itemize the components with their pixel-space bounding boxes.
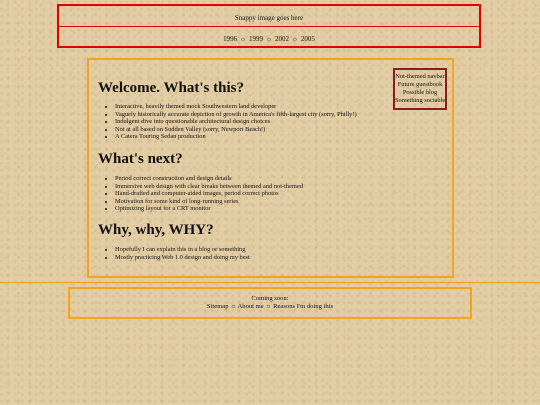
list-item: • A Catera Touring Sedan production (115, 133, 357, 141)
list-item: • Vaguely historically accurate depiction of growth in America's fifth-largest city (sorry, Philly!) (115, 111, 357, 119)
sidebar-item-guestbook[interactable]: Future guestbook (397, 81, 443, 88)
list-item: • Hand-drafted and computer-aided images, period correct photos (115, 190, 303, 198)
year-link-1996[interactable]: 1996 (223, 35, 238, 43)
sitemap-link[interactable]: Sitemap (206, 303, 229, 310)
list-item: • Optimizing layout for a CRT monitor (115, 205, 303, 213)
welcome-list (98, 103, 357, 141)
footer-links (70, 303, 470, 311)
sidebar-item-navbar[interactable]: Not-themed navbar (395, 73, 445, 80)
header-image-placeholder: Snappy image goes here (234, 14, 304, 22)
about-me-link[interactable]: About me (237, 303, 264, 310)
year-link-2005[interactable]: 2005 (300, 35, 315, 43)
coming-soon-label: Coming soon: (251, 295, 289, 302)
list-item: • Mostly practicing Web 1.0 design and doing my best (115, 254, 250, 262)
next-list (98, 175, 303, 213)
sidebar-navbar (393, 68, 447, 110)
why-list (98, 246, 250, 261)
sidebar-item-blog[interactable]: Possible blog (402, 89, 438, 96)
sidebar-item-social[interactable]: Something sociable (395, 97, 446, 104)
list-item: • Interactive, heavily themed mock Southwestern land developer (115, 103, 357, 111)
footer-coming-soon (68, 287, 472, 319)
sun-separator-icon: ☼ (265, 303, 272, 310)
list-item: • Not at all based on Sudden Valley (sorry, Newport Beach!) (115, 126, 357, 134)
list-item: • Hopefully I can explain this in a blog or something (115, 246, 250, 254)
header-banner (57, 4, 481, 48)
header-divider (59, 26, 479, 27)
sun-separator-icon: ☼ (265, 35, 273, 43)
sun-separator-icon: ☼ (239, 35, 247, 43)
main-content (87, 58, 454, 278)
reasons-link[interactable]: Reasons I'm doing this (273, 303, 334, 310)
year-link-1999[interactable]: 1999 (249, 35, 264, 43)
horizontal-rule (0, 282, 540, 283)
sun-separator-icon: ☼ (230, 303, 237, 310)
section-heading-why: Why, why, WHY? (98, 222, 214, 238)
list-item: • Immersive web design with clear breaks between themed and not-themed (115, 183, 303, 191)
list-item: • Period correct construction and design details (115, 175, 303, 183)
list-item: • Motivation for some kind of long-running series (115, 198, 303, 206)
list-item: • Indulgent dive into questionable architectural design choices (115, 118, 357, 126)
year-link-2002[interactable]: 2002 (274, 35, 289, 43)
year-links (59, 35, 479, 43)
section-heading-next: What's next? (98, 151, 183, 167)
section-heading-welcome: Welcome. What's this? (98, 80, 244, 96)
sun-separator-icon: ☼ (291, 35, 299, 43)
